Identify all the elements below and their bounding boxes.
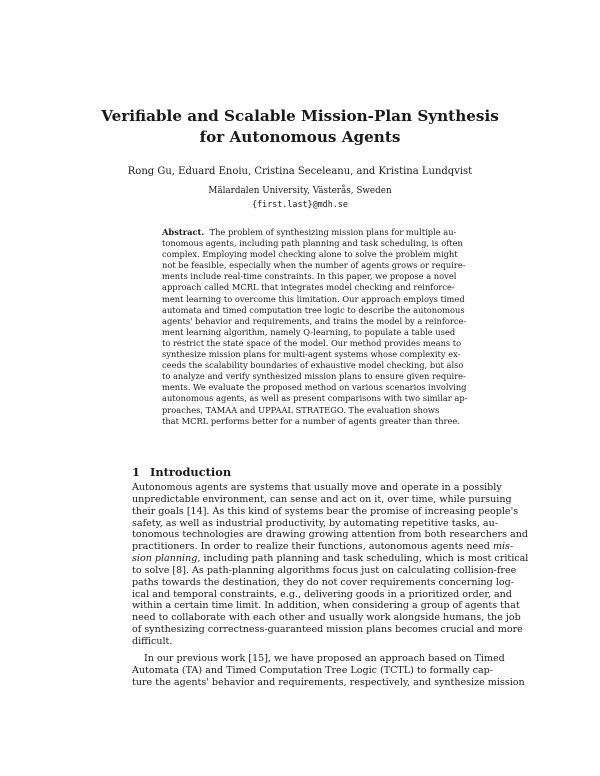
body-line: need to collaborate with each other and usually work alongside humans, the job (132, 612, 521, 624)
body-line: tonomous technologies are drawing growing attention from both researchers and (132, 529, 528, 541)
body-text: practitioners. In order to realize their functions, autonomous agents need (132, 541, 490, 553)
body-line: within a certain time limit. In addition, when considering a group of agents that (132, 600, 520, 612)
paper-title (0, 106, 600, 148)
abstract-line: ment learning algorithm, namely Q-learning, to populate a table used (162, 326, 456, 337)
body-line: difficult. (132, 635, 173, 647)
body-line: unpredictable environment, can sense and act on it, over time, while pursuing (132, 493, 512, 505)
title-line-1: Verifiable and Scalable Mission-Plan Synthesis (101, 107, 499, 125)
body-text: including path planning and task scheduling, which is most critical (203, 553, 529, 565)
abstract-line: that MCRL performs better for a number of agents greater than three. (162, 415, 460, 426)
body-line: In our previous work [15], we have proposed an approach based on Timed (144, 652, 505, 664)
abstract-line: synthesize mission plans for multi-agent systems whose complexity ex- (162, 349, 461, 360)
emphasis-text: mis- (492, 541, 514, 553)
affiliation-block (0, 185, 600, 211)
author-email: {first.last}@mdh.se (252, 199, 348, 209)
emphasis-text: sion planning, (132, 553, 201, 565)
abstract-line: ments. We evaluate the proposed method on various scenarios involving (162, 382, 467, 393)
body-line: Autonomous agents are systems that usually move and operate in a possibly (132, 482, 502, 493)
body-line: of synthesizing correctness-guaranteed mission plans becomes crucial and more (132, 624, 523, 636)
abstract-line: agents' behavior and requirements, and trains the model by a reinforce- (162, 315, 467, 326)
abstract (162, 227, 468, 427)
abstract-label: Abstract. (162, 227, 205, 237)
body-line: Automata (TA) and Timed Computation Tree Logic (TCTL) to formally cap- (132, 664, 494, 676)
body-line: safety, as well as industrial productivity, by automating repetitive tasks, au- (132, 517, 498, 529)
title-line-2: for Autonomous Agents (199, 128, 401, 146)
abstract-line: not be feasible, especially when the number of agents grows or require- (162, 260, 466, 271)
abstract-text: The problem of synthesizing mission plans for multiple au- (209, 227, 457, 237)
body-line: their goals [14]. As this kind of systems bear the promise of increasing people's (132, 505, 519, 517)
section-heading (132, 465, 231, 479)
abstract-line: autonomous agents, as well as present comparisons with two similar ap- (162, 393, 468, 404)
body-line: to solve [8]. As path-planning algorithms focus just on calculating collision-free (132, 564, 517, 576)
abstract-line: tonomous agents, including path planning and task scheduling, is often (162, 238, 463, 249)
abstract-line: complex. Employing model checking alone to solve the problem might (162, 249, 458, 260)
abstract-line (162, 227, 457, 238)
section-number: 1 (132, 465, 140, 479)
author-list: Rong Gu, Eduard Enoiu, Cristina Seceleanu, and Kristina Lundqvist (127, 166, 473, 177)
body-line: ical and temporal constraints, e.g., delivering goods in a prioritized order, and (132, 588, 512, 600)
introduction-body (132, 482, 529, 688)
abstract-line: ment learning to overcome this limitation. Our approach employs timed (162, 293, 465, 304)
abstract-line: to analyze and verify synthesized mission plans to ensure given require- (162, 371, 466, 382)
abstract-line: proaches, TAMAA and UPPAAL STRATEGO. The evaluation shows (162, 404, 440, 415)
body-line (132, 553, 529, 565)
abstract-line: to restrict the state space of the model. Our method provides means to (162, 337, 462, 348)
abstract-line: automata and timed computation tree logic to describe the autonomous (162, 304, 465, 315)
body-line: ture the agents' behavior and requirements, respectively, and synthesize mission (132, 676, 525, 688)
affiliation: Mälardalen University, Västerås, Sweden (208, 186, 392, 196)
section-title: Introduction (150, 465, 232, 479)
body-line: paths towards the destination, they do not cover requirements concerning log- (132, 576, 514, 588)
abstract-line: ceeds the scalability boundaries of exhaustive model checking, but also (162, 360, 464, 371)
body-line (132, 541, 514, 553)
abstract-line: approach called MCRL that integrates model checking and reinforce- (162, 282, 455, 293)
abstract-line: ments include real-time constraints. In this paper, we propose a novel (162, 271, 457, 282)
